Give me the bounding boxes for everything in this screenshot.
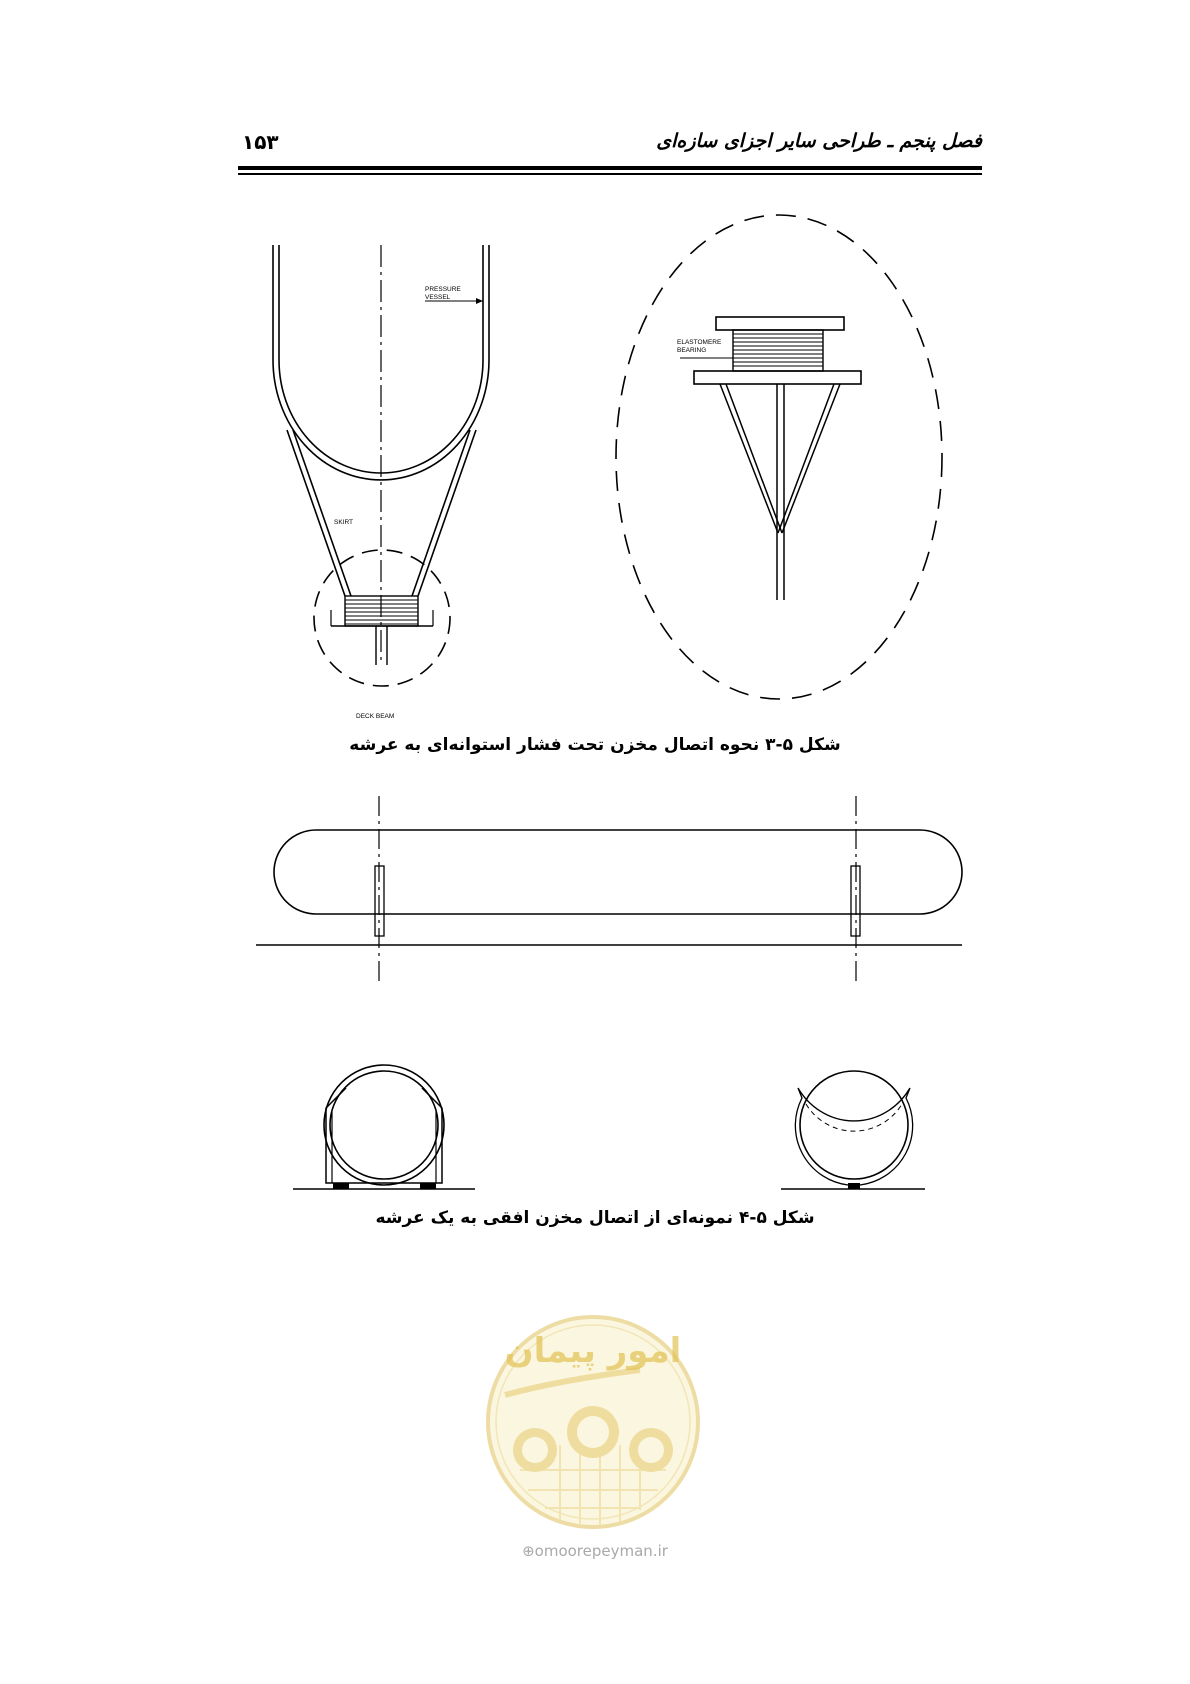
watermark-url: ⊕omoorepeyman.ir [522, 1542, 668, 1560]
figure-3-caption: شکل ۵-۳ نحوه اتصال مخزن تحت فشار استوانه‌ای به عرشه [349, 735, 841, 755]
watermark-logo-text: امور پیمان [504, 1331, 682, 1371]
figure-4-caption: شکل ۵-۴ نمونه‌ای از اتصال مخزن افقی به یک عرشه [375, 1208, 815, 1228]
globe-icon: ⊕ [522, 1542, 535, 1560]
label-deck-beam: DECK BEAM [356, 713, 395, 720]
label-vessel: VESSEL [425, 294, 451, 301]
label-pressure: PRESSURE [425, 286, 461, 293]
label-bearing: BEARING [677, 347, 707, 354]
page-number: ۱۵۳ [242, 130, 279, 154]
label-skirt: SKIRT [334, 519, 354, 526]
label-elastomere: ELASTOMERE [677, 339, 722, 346]
running-title: فصل پنجم ـ طراحی سایر اجزای سازه‌ای [656, 130, 982, 152]
